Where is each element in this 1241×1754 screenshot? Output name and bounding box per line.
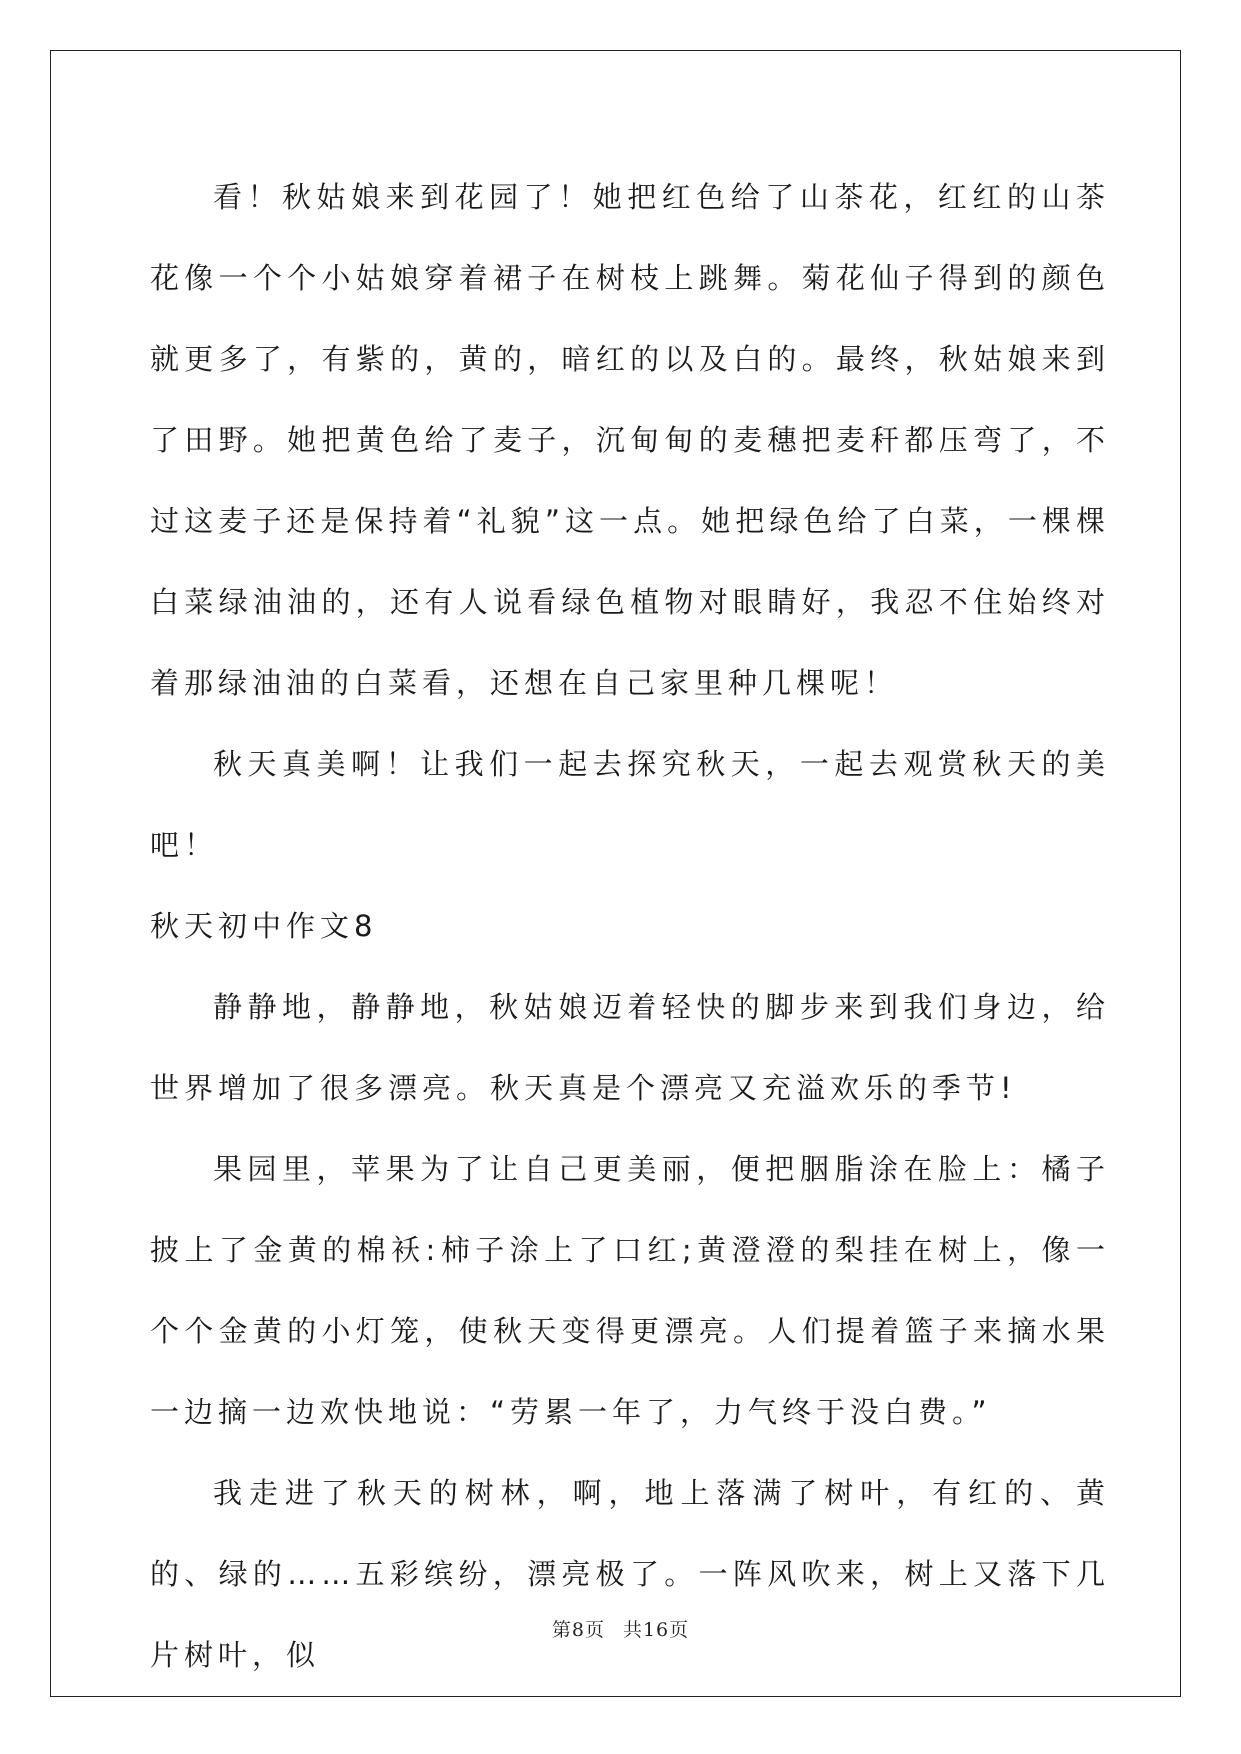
paragraph: 静静地，静静地，秋姑娘迈着轻快的脚步来到我们身边，给世界增加了很多漂亮。秋天真是个漂亮又充溢欢乐的季节! [150, 990, 1110, 1105]
page-total: 共16页 [622, 1619, 690, 1641]
paragraph: 看！秋姑娘来到花园了！她把红色给了山茶花，红红的山茶花像一个个小姑娘穿着裙子在树枝上跳舞。菊花仙子得到的颜色就更多了，有紫的，黄的，暗红的以及白的。最终，秋姑娘来到了田野。她把黄色给了麦子，沉甸甸的麦穗把麦秆都压弯了，不过这麦子还是保持着“礼貌”这一点。她把绿色给了白菜，一棵棵白菜绿油油的，还有人说看绿色植物对眼睛好，我忍不住始终对着那绿油油的白菜看，还想在自己家里种几棵呢！ [150, 180, 1110, 700]
page-footer [0, 1615, 1241, 1642]
paragraph: 我走进了秋天的树林，啊，地上落满了树叶，有红的、黄的、绿的……五彩缤纷，漂亮极了。一阵风吹来，树上又落下几片树叶，似 [150, 1476, 1110, 1672]
document-body [150, 157, 1110, 1696]
paragraph: 秋天真美啊！让我们一起去探究秋天，一起去观赏秋天的美吧！ [150, 747, 1110, 862]
page-number: 第8页 [551, 1619, 605, 1641]
paragraph: 果园里，苹果为了让自己更美丽，便把胭脂涂在脸上：橘子披上了金黄的棉袄:柿子涂上了口红;黄澄澄的梨挂在树上，像一个个金黄的小灯笼，使秋天变得更漂亮。人们提着篮子来摘水果一边摘一边欢快地说：“劳累一年了，力气终于没白费。” [150, 1152, 1110, 1429]
section-heading: 秋天初中作文8 [150, 909, 378, 943]
